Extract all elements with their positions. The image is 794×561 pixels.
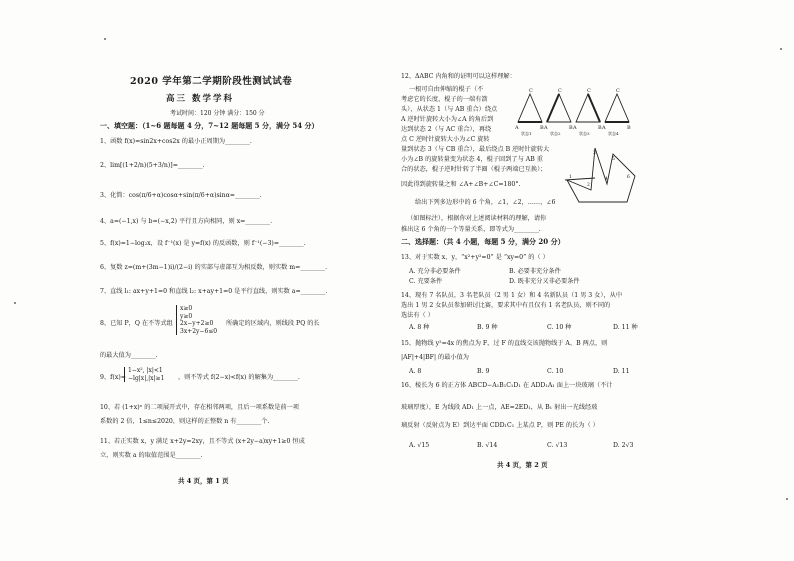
svg-text:1: 1	[569, 175, 572, 180]
question-4: 4、a=(−1,x) 与 b=(−x,2) 平行且方向相同，则 x=________.	[100, 218, 273, 225]
q16-option-a: A. √15	[409, 442, 430, 449]
scan-speck	[104, 38, 106, 40]
svg-text:2: 2	[587, 183, 590, 188]
question-8-intro: 8、已知 P，Q 在不等式组	[100, 320, 173, 327]
scan-speck	[780, 48, 782, 50]
svg-text:C: C	[558, 88, 562, 94]
question-12-line: 给出下列多边形中的 6 个角，∠1，∠2，……，∠6	[415, 199, 556, 206]
q13-option-b: B. 必要非充分条件	[509, 268, 561, 275]
question-12-line: 点 C 逆时针旋转大小为∠C 旋转	[401, 136, 490, 143]
question-12-line: 推出这 6 个角的一个等量关系，即等式为________.	[401, 226, 541, 233]
svg-text:A: A	[515, 125, 519, 131]
svg-text:B: B	[540, 125, 544, 131]
question-12-line: 合的状态，棍子逆时针转了半圈（棍子两端已互换）；	[401, 166, 547, 173]
svg-text:B: B	[598, 125, 602, 131]
question-2: 2、lim[(1+2/n)(5+3/n)]=________.	[100, 162, 205, 169]
question-5: 5、f(x)=1−log₂x，设 f⁻¹(x) 是 y=f(x) 的反函数，则 f⁻¹(−3)=________.	[100, 240, 306, 247]
question-15-line: |AF|+4|BF| 的最小值为	[401, 354, 469, 361]
question-11-line2: 立，则实数 a 的取值范围是________.	[100, 452, 203, 459]
question-9-system	[124, 367, 164, 382]
question-3: 3、化简：cos(π/6+α)cosα+sin(π/6+α)sinα=________.	[100, 192, 262, 199]
question-8-tail: 的最大值为________.	[100, 352, 158, 359]
q14-option-a: A. 8 种	[409, 324, 430, 331]
question-12-line: 达到状态 2（与 AC 重合），再绕	[401, 126, 492, 133]
question-6: 6、复数 z=(m+(3m−1)i)/(2−i) 的实部与虚部互为相反数，则实数 m=________.	[100, 264, 328, 271]
section1-header: 一、填空题：（1~6 题每题 4 分，7~12 题每题 5 分，满分 54 分）	[100, 121, 319, 130]
question-12-line: 小为∠B 的旋转量变为状态 4，棍子回到了与 AB 重	[401, 156, 543, 163]
question-1: 1、函数 f(x)=sin2x+cos2x 的最小正周期为________.	[100, 138, 252, 145]
svg-text:C: C	[529, 88, 533, 94]
scan-speck	[14, 302, 16, 304]
q14-option-b: B. 9 种	[477, 324, 498, 331]
q14-option-c: C. 10 种	[547, 324, 572, 331]
state-label: 状态3	[579, 131, 590, 136]
question-12-line: A 逆时针旋转大小为∠A 的角后到	[401, 116, 494, 123]
question-8-body: 所确定的区域内，则线段 PQ 的长	[226, 320, 320, 327]
q15-option-d: D. 11	[613, 368, 630, 375]
q16-option-b: B. √14	[477, 442, 498, 449]
state-label: 状态2	[550, 131, 561, 136]
exam-title: 2020 学年第二学期阶段性测试试卷	[130, 76, 293, 87]
q15-option-a: A. 8	[409, 368, 422, 375]
question-12-line: 因此得到旋转量之和 ∠A+∠B+∠C=180°.	[401, 181, 521, 188]
question-12-line: 量到状态 3（与 CB 重合），最后绕点 B 逆时针旋转大	[401, 146, 550, 153]
question-14-line: 选出 1 男 2 女队员参加研讨比赛，要求其中有且仅有 1 名老队员，则不同的	[401, 302, 611, 309]
state-label: 状态4	[608, 131, 619, 136]
q16-option-c: C. √13	[547, 442, 568, 449]
question-12-line: （如图标注），根据你对上述阅读材料的理解，请你	[407, 215, 547, 222]
q16-option-d: D. 2√3	[613, 442, 634, 449]
inequality: 3x+2y−6≤0	[180, 327, 218, 335]
question-14-line: 14、现有 7 名队员，3 名老队员（2 男 1 女）和 4 名新队员（1 男 3 女），从中	[401, 292, 623, 299]
question-10-line2: 系数的 2 倍，1≤n≤2020，则这样的正整数 n 有________个.	[100, 418, 270, 425]
right-page	[397, 0, 794, 561]
question-14-line: 选法有（ ）	[401, 312, 434, 319]
svg-text:C: C	[587, 88, 591, 94]
page-footer-right: 共 4 页，第 2 页	[497, 461, 548, 469]
scan-speck	[786, 498, 788, 500]
question-16-line: 璃反射（反射点为 E）到达平面 CDD₁C₁ 上某点 P，则 PE 的长为（ ）	[401, 422, 599, 429]
question-7: 7、直线 l₁: ax+y+1=0 和直线 l₂: x+ay+1=0 是平行直线，则实数 a=________.	[100, 288, 328, 295]
question-8-system	[176, 305, 217, 335]
question-15-line: 15、抛物线 y²=4x 的焦点为 F，过 F 的直线交该抛物线于 A、B 两点，则	[401, 340, 608, 347]
section2-header: 二、选择题：（共 4 小题，每题 5 分，满分 20 分）	[401, 237, 565, 246]
question-12-line: 一根可自由伸缩的棍子（不	[409, 86, 484, 93]
inequality: y≥0	[180, 312, 193, 320]
question-16-line: 玻璃厚度），E 为线段 AD₁ 上一点，AE=2ED₁，从 B₁ 射出一光线经玻	[401, 404, 598, 411]
inequality: x≥0	[180, 305, 193, 312]
svg-text:A: A	[602, 125, 606, 131]
q13-option-a: A. 充分非必要条件	[409, 268, 461, 275]
question-10-line1: 10、若 (1+x)ⁿ 的二项展开式中，存在相邻两项，且后一项系数是前一项	[100, 404, 299, 411]
svg-text:A: A	[573, 125, 577, 131]
q13-option-d: D. 既非充分又非必要条件	[509, 278, 580, 285]
q15-option-b: B. 9	[477, 368, 490, 375]
svg-text:6: 6	[627, 175, 630, 180]
exam-subtitle: 高三 数学学科	[166, 94, 234, 104]
exam-info: 考试时间：120 分钟 满分：150 分	[170, 110, 265, 117]
svg-text:5: 5	[612, 157, 615, 162]
q15-option-c: C. 10	[547, 368, 564, 375]
svg-text:B: B	[627, 125, 631, 131]
svg-text:4: 4	[605, 177, 608, 182]
question-12-line: 考虑它的长度，棍子的一端有箭	[401, 96, 488, 103]
svg-text:A: A	[544, 125, 548, 131]
svg-text:3: 3	[593, 151, 596, 156]
polygon-angles-figure	[565, 140, 645, 206]
question-9-body: ，则不等式 f(2−x)<f(x) 的解集为________.	[178, 374, 300, 381]
question-9-intro: 9、f(x)=	[100, 374, 126, 381]
question-16-line: 16、棱长为 6 的正方体 ABCD−A₁B₁C₁D₁ 在 ADD₁A₁ 面上一块玻璃（不计	[401, 382, 613, 389]
question-12-line: 12、ΔABC 内角和的证明可以这样理解：	[401, 73, 516, 80]
svg-text:C: C	[616, 88, 620, 94]
piecewise-case: −lg|x|,|x|≥1	[128, 374, 165, 382]
page-footer-left: 共 4 页，第 1 页	[178, 477, 229, 485]
q13-option-c: C. 充要条件	[409, 278, 443, 285]
question-11-line1: 11、若正实数 x，y 满足 x+2y=2xy，且不等式 (x+2y−a)xy+1≥0 恒成	[100, 438, 305, 445]
q14-option-d: D. 11 种	[613, 324, 638, 331]
piecewise-case: 1−x², |x|<1	[128, 367, 163, 374]
question-12-line: 头），从状态 1（与 AB 重合）绕点	[401, 106, 498, 113]
state-label: 状态1	[521, 131, 532, 136]
question-13: 13、对于实数 x、y，“x²+y²=0” 是 “xy=0” 的（ ）	[401, 254, 549, 261]
inequality: 2x−y+2≥0	[180, 320, 214, 328]
svg-text:B: B	[569, 125, 573, 131]
